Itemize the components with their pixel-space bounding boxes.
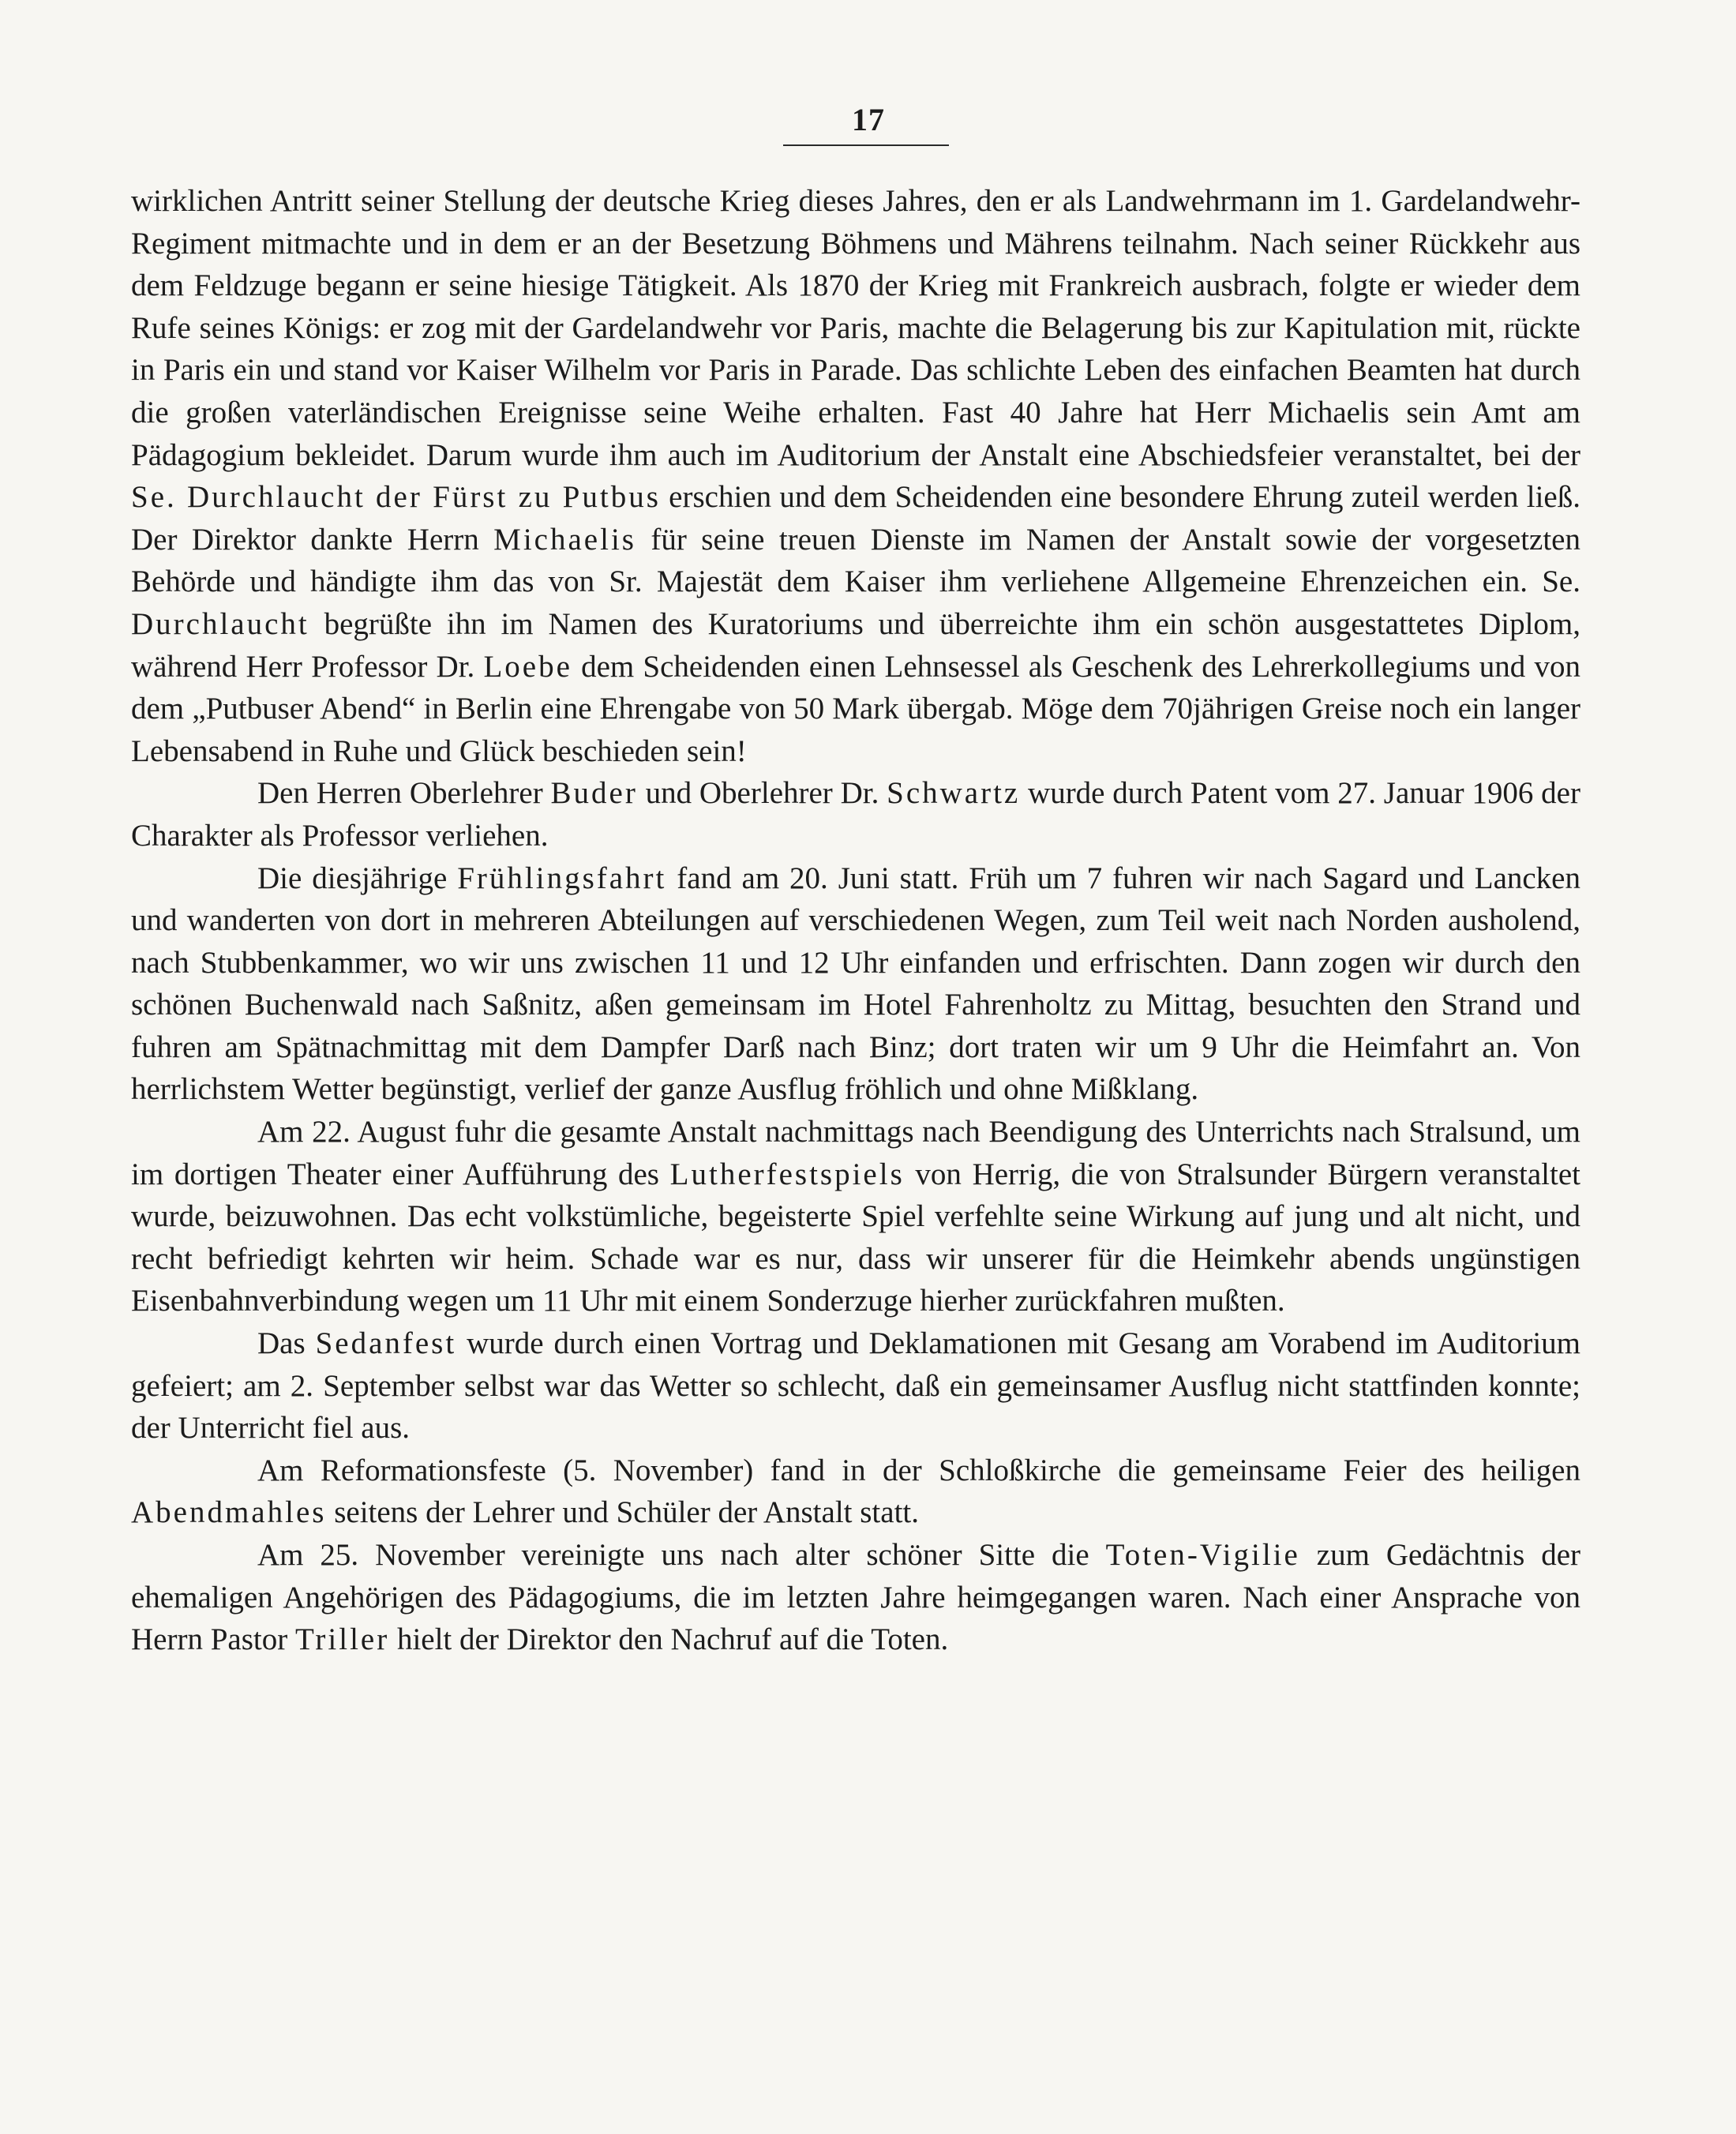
emphasized-text: Durchlaucht xyxy=(131,606,309,641)
text-run: begrüßte ihn im Namen des Kuratoriums und überreichte ihm ein schön ausgestattetes Diplom, während Herr Professor Dr. xyxy=(131,606,1580,684)
text-run: Am 25. November vereinigte uns nach alter schöner Sitte die xyxy=(257,1538,1106,1572)
text-run: fand am 20. Juni statt. Früh um 7 fuhren wir nach Sagard und Lancken und wanderten von dort in mehreren Abteilungen auf verschiedenen Wegen, zum Teil weit nach Norden ausholend, nach Stubbenkammer, wo wir uns zwischen 11 und 12 Uhr einfanden und erfrischten. Dann zogen wir durch den schönen Buchenwald nach Saßnitz, aßen gemeinsam im Hotel Fahrenholtz zu Mittag, besuchten den Strand und fuhren am Spätnachmittag mit dem Dampfer Darß nach Binz; dort traten wir um 9 Uhr die Heimfahrt an. Von herrlichstem Wetter begünstigt, verlief der ganze Ausflug fröhlich und ohne Mißklang. xyxy=(131,861,1580,1107)
text-run: Die diesjährige xyxy=(257,861,458,895)
emphasized-text: Sedanfest xyxy=(315,1326,457,1361)
text-run: zum Gedächtnis der ehemaligen Angehörigen des Pädagogiums, die im letzten Jahre heimgegangen waren. Nach einer Ansprache von Herrn Pastor xyxy=(131,1538,1581,1657)
paragraph xyxy=(131,1111,1580,1322)
paragraph xyxy=(131,857,1580,1112)
text-run: von Herrig, die von Stralsunder Bürgern veranstaltet wurde, beizuwohnen. Das echt volkstümliche, begeisterte Spiel verfehlte seine Wirkung auf jung und alt nicht, und recht befriedigt kehrten wir heim. Schade war es nur, dass wir unserer für die Heimkehr abends ungünstigen Eisenbahnverbindung wegen um 11 Uhr mit einem Sonderzuge hierher zurückfahren mußten. xyxy=(131,1157,1581,1318)
paragraph xyxy=(131,180,1580,772)
text-run: erschien und dem Scheidenden eine besondere Ehrung zuteil werden ließ. Der Direktor dankte Herrn xyxy=(131,480,1580,557)
emphasized-text: Frühlingsfahrt xyxy=(457,861,667,895)
paragraph xyxy=(131,1534,1580,1661)
paragraph xyxy=(131,1322,1580,1450)
emphasized-text: Se. Durchlaucht der Fürst zu Putbus xyxy=(131,480,661,515)
emphasized-text: Lutherfestspiels xyxy=(669,1157,905,1191)
body-text xyxy=(131,180,1580,1661)
emphasized-text: Toten-Vigilie xyxy=(1105,1538,1300,1572)
emphasized-text: Triller xyxy=(294,1622,390,1657)
paragraph xyxy=(131,1450,1580,1534)
text-run: hielt der Direktor den Nachruf auf die Toten. xyxy=(389,1622,949,1657)
emphasized-text: Buder xyxy=(550,776,638,811)
text-run: wurde durch einen Vortrag und Deklamationen mit Gesang am Vorabend im Auditorium gefeiert; am 2. September selbst war das Wetter so schlecht, daß ein gemeinsamer Ausflug nicht stattfinden konnte; der Unterricht fiel aus. xyxy=(131,1326,1580,1446)
text-run: und Oberlehrer Dr. xyxy=(637,776,887,811)
text-run: Am Reformationsfeste (5. November) fand in der Schloßkirche die gemeinsame Feier des heiligen xyxy=(257,1453,1580,1487)
emphasized-text: Abendmahles xyxy=(131,1495,327,1530)
page-number: 17 xyxy=(852,102,885,137)
text-run: wirklichen Antritt seiner Stellung der deutsche Krieg dieses Jahres, den er als Landwehrmann im 1. Gardelandwehr-Regiment mitmachte und in dem er an der Besetzung Böhmens und Mährens teilnahm. Nach seiner Rückkehr aus dem Feldzuge begann er seine hiesige Tätigkeit. Als 1870 der Krieg mit Frankreich ausbrach, folgte er wieder dem Rufe seines Königs: er zog mit der Gardelandwehr vor Paris, machte die Belagerung bis zur Kapitulation mit, rückte in Paris ein und stand vor Kaiser Wilhelm vor Paris in Parade. Das schlichte Leben des einfachen Beamten hat durch die großen vaterländischen Ereignisse seine Weihe erhalten. Fast 40 Jahre hat Herr Michaelis sein Amt am Pädagogium bekleidet. Darum wurde ihm auch im Auditorium der Anstalt eine Abschiedsfeier veranstaltet, bei der xyxy=(131,184,1580,472)
page-number-rule xyxy=(783,144,949,146)
text-run: Das xyxy=(257,1326,316,1361)
text-run: Den Herren Oberlehrer xyxy=(257,776,551,811)
emphasized-text: Michaelis xyxy=(493,522,636,557)
text-run: dem Scheidenden einen Lehnsessel als Geschenk des Lehrerkollegiums und von dem „Putbuser Abend“ in Berlin eine Ehrengabe von 50 Mark übergab. Möge dem 70jährigen Greise noch ein langer Lebensabend in Ruhe und Glück beschieden sein! xyxy=(131,649,1580,768)
text-run: für seine treuen Dienste im Namen der Anstalt sowie der vorgesetzten Behörde und händigte ihm das von Sr. Majestät dem Kaiser ihm verliehene Allgemeine Ehrenzeichen ein. Se. xyxy=(131,522,1580,599)
paragraph xyxy=(131,772,1580,857)
emphasized-text: Loebe xyxy=(483,649,572,684)
text-run: Am 22. August fuhr die gesamte Anstalt nachmittags nach Beendigung des Unterrichts nach Stralsund, um im dortigen Theater einer Aufführung des xyxy=(131,1115,1580,1191)
text-run: seitens der Lehrer und Schüler der Anstalt statt. xyxy=(326,1495,919,1530)
emphasized-text: Schwartz xyxy=(887,776,1021,811)
text-run: wurde durch Patent vom 27. Januar 1906 der Charakter als Professor verliehen. xyxy=(131,776,1580,853)
